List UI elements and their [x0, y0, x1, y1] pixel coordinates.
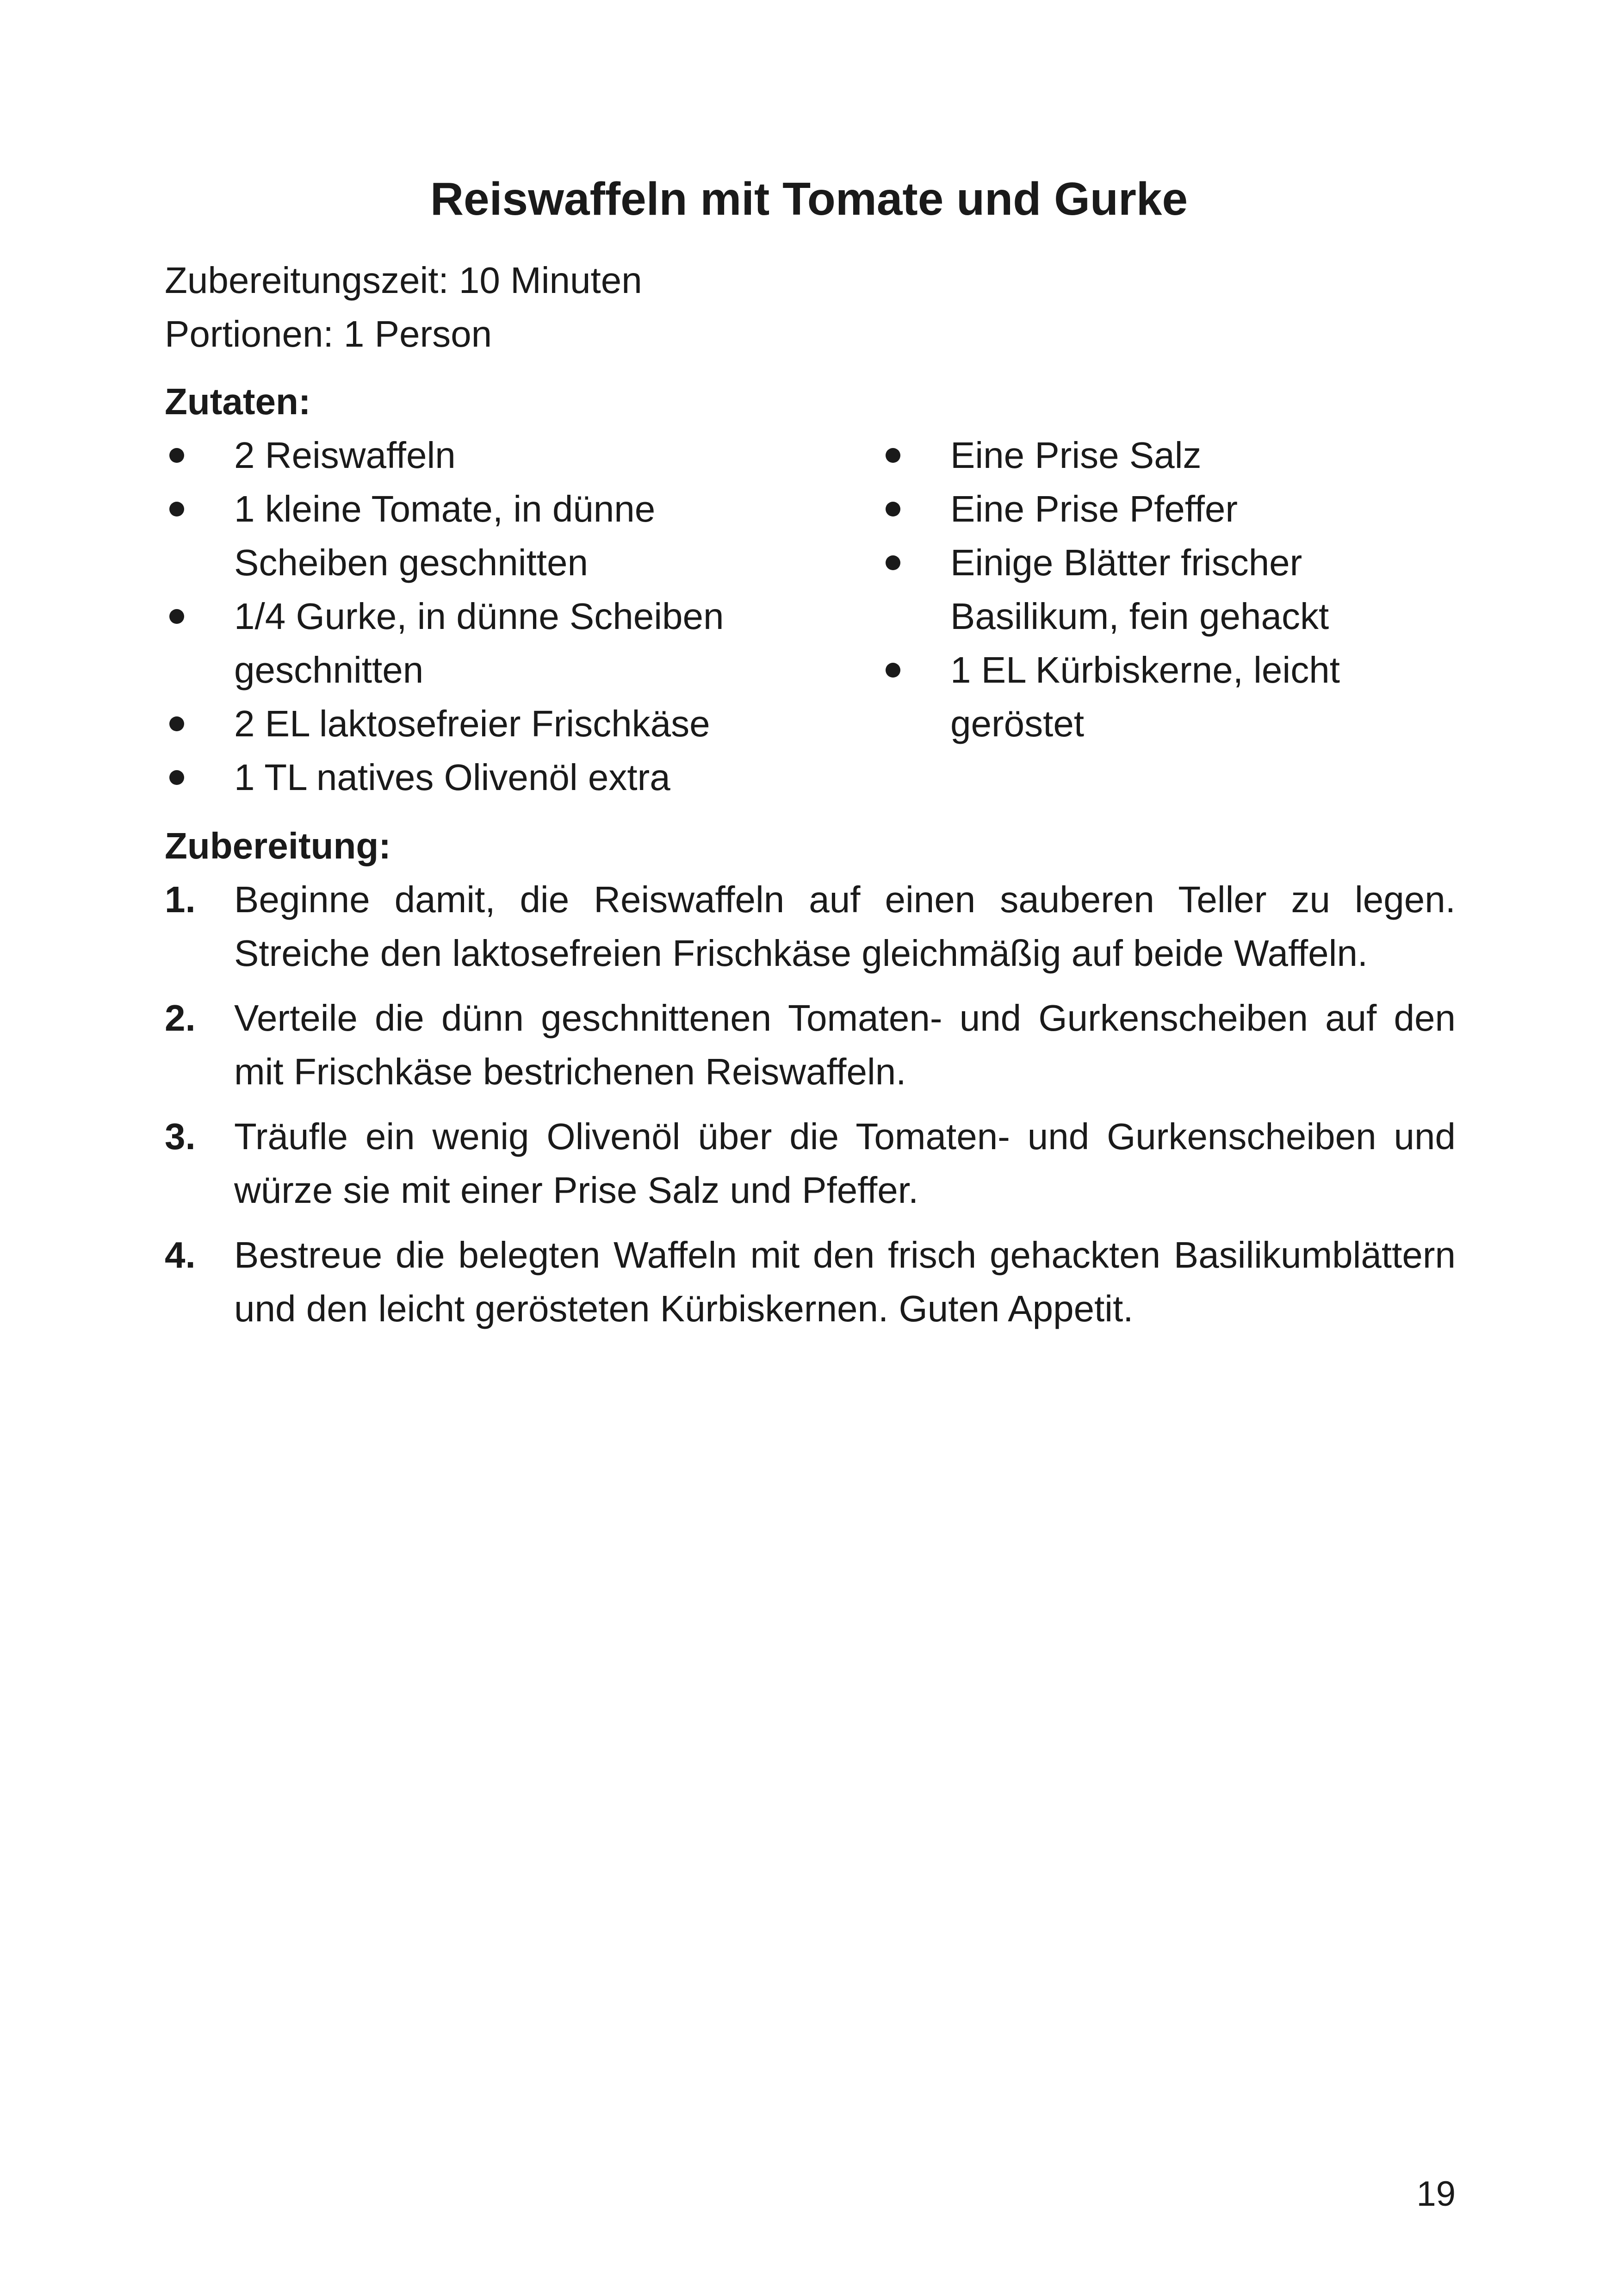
prep-time: Zubereitungszeit: 10 Minuten: [165, 260, 642, 301]
ingredient-text: 2 Reiswaffeln: [234, 435, 456, 476]
ingredient-item: [881, 482, 1464, 536]
ingredient-item: [165, 482, 789, 590]
ingredients-heading: Zutaten:: [165, 381, 311, 422]
ingredient-item: [165, 429, 789, 482]
ingredients-list-right: [881, 429, 1464, 751]
ingredient-text: Einige Blätter frischer Basilikum, fein gehackt: [950, 542, 1329, 637]
step-item: [165, 1228, 1456, 1336]
step-number: 4.: [165, 1234, 196, 1276]
preparation-heading: Zubereitung:: [165, 825, 391, 866]
step-number: 1.: [165, 879, 196, 920]
preparation-steps: [165, 873, 1456, 1347]
bullet-icon: [886, 663, 900, 678]
step-item: [165, 1110, 1456, 1217]
page-number: 19: [1416, 2174, 1456, 2214]
ingredient-item: [165, 697, 789, 751]
step-number: 2.: [165, 997, 196, 1039]
recipe-title: Reiswaffeln mit Tomate und Gurke: [430, 173, 1188, 225]
step-number: 3.: [165, 1116, 196, 1157]
step-text: Bestreue die belegten Waffeln mit den frisch gehackten Basilikumblättern und den leicht gerösteten Kürbiskernen. Guten Appetit.: [234, 1234, 1456, 1329]
ingredients-list-left: [165, 429, 789, 804]
ingredient-item: [881, 536, 1464, 643]
ingredient-item: [881, 429, 1464, 482]
step-text: Verteile die dünn geschnittenen Tomaten- und Gurkenscheiben auf den mit Frischkäse bestrichenen Reiswaffeln.: [234, 997, 1456, 1092]
step-item: [165, 991, 1456, 1099]
bullet-icon: [169, 770, 184, 785]
ingredient-item: [881, 643, 1464, 751]
bullet-icon: [886, 502, 900, 516]
ingredient-item: [165, 751, 789, 804]
ingredient-text: 1 kleine Tomate, in dünne Scheiben geschnitten: [234, 488, 656, 583]
ingredient-text: 2 EL laktosefreier Frischkäse: [234, 703, 710, 744]
bullet-icon: [169, 502, 184, 516]
bullet-icon: [886, 555, 900, 570]
ingredient-text: 1 EL Kürbiskerne, leicht geröstet: [950, 649, 1340, 744]
ingredient-text: Eine Prise Salz: [950, 435, 1202, 476]
step-item: [165, 873, 1456, 980]
step-text: Träufle ein wenig Olivenöl über die Tomaten- und Gurkenscheiben und würze sie mit einer Prise Salz und Pfeffer.: [234, 1116, 1456, 1211]
servings: Portionen: 1 Person: [165, 313, 492, 355]
ingredient-text: Eine Prise Pfeffer: [950, 488, 1238, 529]
bullet-icon: [169, 448, 184, 463]
bullet-icon: [169, 716, 184, 731]
ingredient-text: 1 TL natives Olivenöl extra: [234, 757, 670, 798]
ingredient-item: [165, 590, 789, 697]
recipe-meta: [165, 254, 642, 361]
ingredient-text: 1/4 Gurke, in dünne Scheiben geschnitten: [234, 596, 724, 691]
bullet-icon: [886, 448, 900, 463]
bullet-icon: [169, 609, 184, 624]
step-text: Beginne damit, die Reiswaffeln auf einen sauberen Teller zu legen. Streiche den laktosefreien Frischkäse gleichmäßig auf beide Waffeln.: [234, 879, 1456, 974]
